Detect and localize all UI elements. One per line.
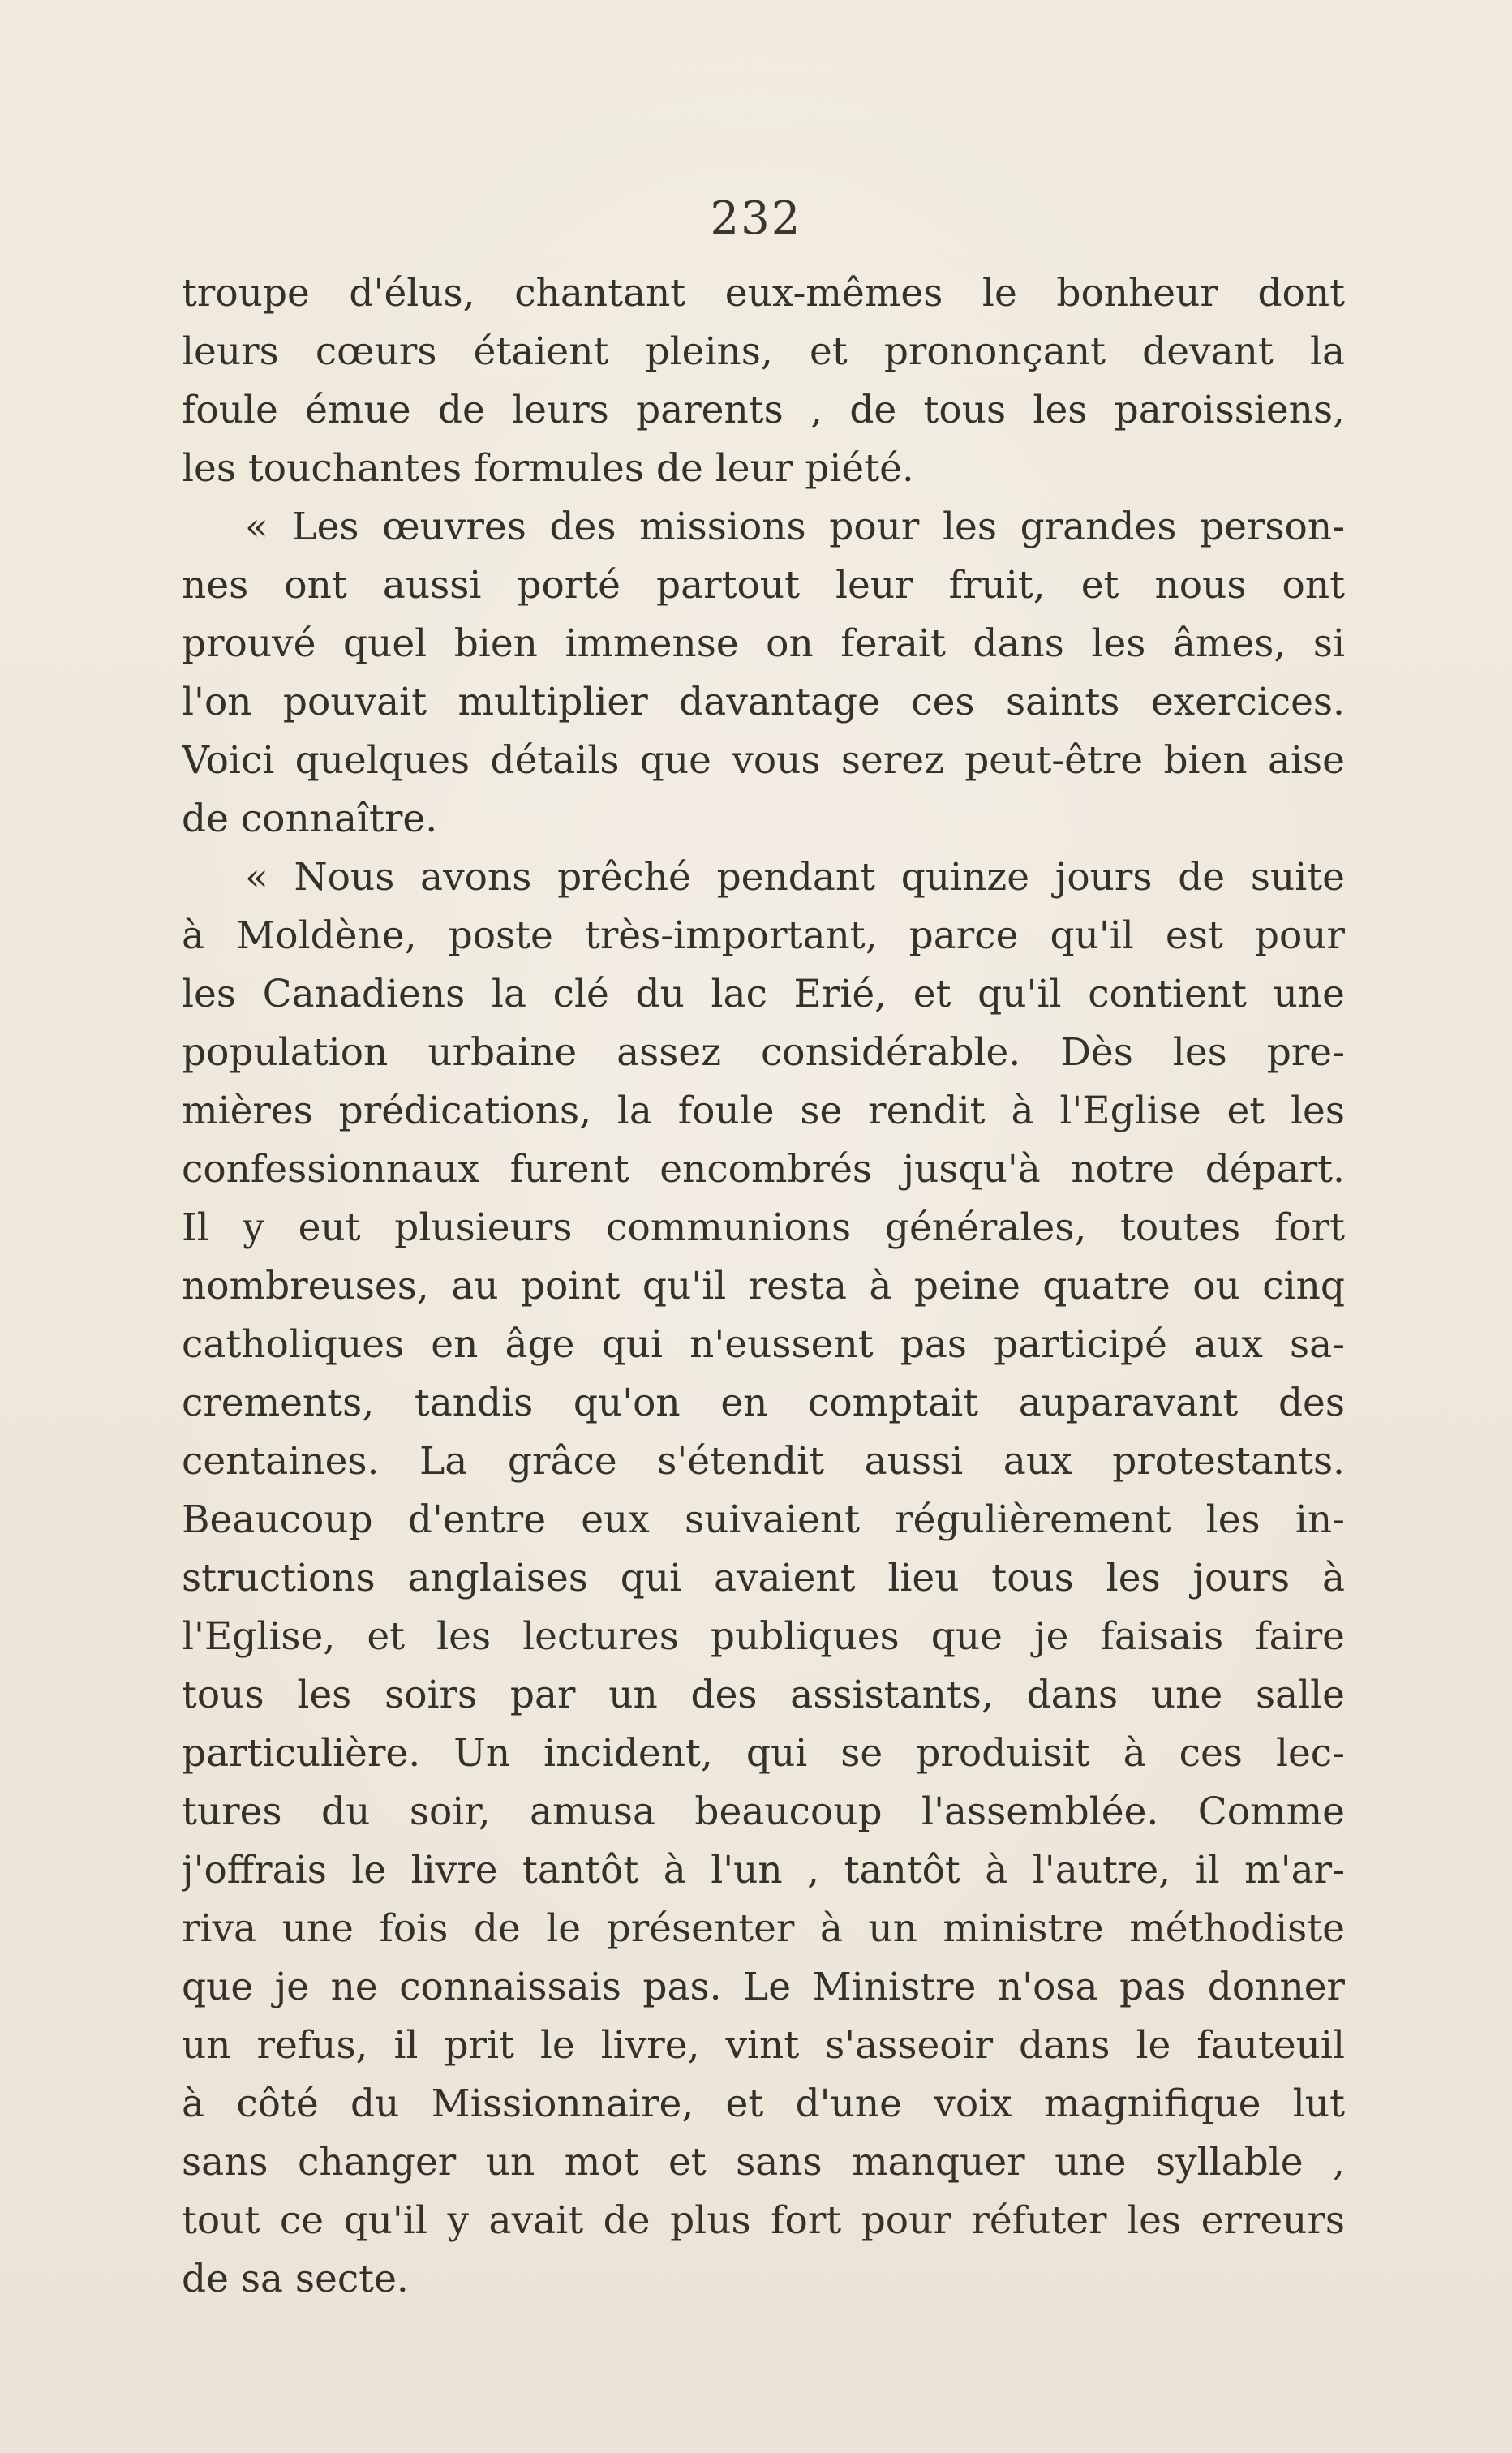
text-line: nombreuses, au point qu'il resta à peine quatre ou cinq (182, 1264, 1345, 1308)
text-line: « Les œuvres des missions pour les grandes person- (245, 505, 1345, 549)
text-line: Voici quelques détails que vous serez peut-être bien aise (182, 738, 1345, 783)
text-line: Il y eut plusieurs communions générales, toutes fort (182, 1205, 1345, 1250)
text-line: structions anglaises qui avaient lieu tous les jours à (182, 1556, 1345, 1600)
text-line: sans changer un mot et sans manquer une syllable , (182, 2140, 1345, 2185)
body-text (182, 264, 1345, 2309)
text-line: les Canadiens la clé du lac Erié, et qu'il contient une (182, 972, 1345, 1016)
text-line: l'Eglise, et les lectures publiques que je faisais faire (182, 1614, 1345, 1659)
text-line: riva une fois de le présenter à un ministre méthodiste (182, 1906, 1345, 1951)
text-line: de connaître. (182, 797, 438, 841)
text-line: mières prédications, la foule se rendit à l'Eglise et les (182, 1089, 1345, 1133)
text-line: que je ne connaissais pas. Le Ministre n'osa pas donner (182, 1965, 1345, 2009)
text-line: particulière. Un incident, qui se produisit à ces lec- (182, 1731, 1345, 1776)
text-line: l'on pouvait multiplier davantage ces saints exercices. (182, 680, 1345, 724)
text-line: confessionnaux furent encombrés jusqu'à notre départ. (182, 1147, 1345, 1192)
text-line: troupe d'élus, chantant eux-mêmes le bonheur dont (182, 271, 1345, 316)
text-line: nes ont aussi porté partout leur fruit, et nous ont (182, 563, 1345, 608)
text-line: centaines. La grâce s'étendit aussi aux protestants. (182, 1439, 1345, 1484)
text-line: tures du soir, amusa beaucoup l'assemblée. Comme (182, 1789, 1345, 1834)
text-line: Beaucoup d'entre eux suivaient régulièrement les in- (182, 1497, 1345, 1542)
text-line: tout ce qu'il y avait de plus fort pour réfuter les erreurs (182, 2198, 1345, 2243)
text-line: « Nous avons prêché pendant quinze jours de suite (245, 855, 1345, 900)
text-line: leurs cœurs étaient pleins, et prononçant devant la (182, 329, 1345, 374)
text-line: population urbaine assez considérable. Dès les pre- (182, 1030, 1345, 1075)
text-line: prouvé quel bien immense on ferait dans les âmes, si (182, 621, 1345, 666)
text-line: catholiques en âge qui n'eussent pas participé aux sa- (182, 1322, 1345, 1367)
text-line: à Moldène, poste très-important, parce qu'il est pour (182, 913, 1345, 958)
text-line: un refus, il prit le livre, vint s'asseoir dans le fauteuil (182, 2023, 1345, 2068)
text-line: les touchantes formules de leur piété. (182, 446, 914, 491)
text-line: j'offrais le livre tantôt à l'un , tantôt à l'autre, il m'ar- (182, 1848, 1345, 1892)
text-line: de sa secte. (182, 2257, 409, 2301)
text-line: à côté du Missionnaire, et d'une voix magnifique lut (182, 2081, 1345, 2126)
text-line: tous les soirs par un des assistants, dans une salle (182, 1673, 1345, 1717)
text-line: crements, tandis qu'on en comptait auparavant des (182, 1381, 1345, 1425)
text-line: foule émue de leurs parents , de tous les paroissiens, (182, 388, 1345, 432)
page-number: 232 (710, 192, 802, 245)
